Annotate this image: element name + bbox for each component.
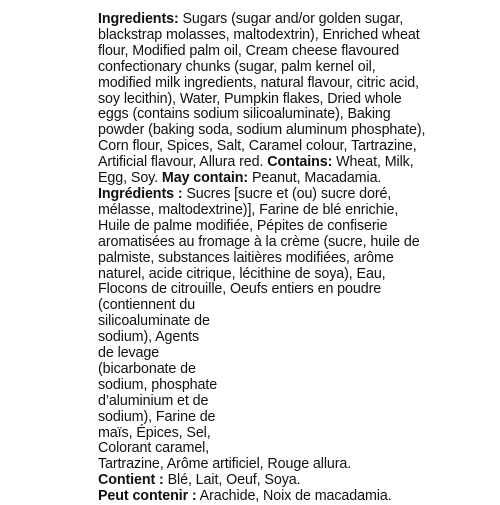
text-line: eggs (contains sodium silicoaluminate), Baking xyxy=(98,106,391,123)
text-segment: Peanut, Macadamia. xyxy=(248,170,382,187)
text-line: Flocons de citrouille, Oeufs entiers en poudre xyxy=(98,281,382,298)
ingredients-heading-fr: Ingrédients : xyxy=(98,185,183,202)
text-line: silicoaluminate de xyxy=(98,313,210,330)
text-line: confectionary chunks (sugar, palm kernel oil, xyxy=(98,58,376,75)
peut-contenir-heading: Peut contenir : xyxy=(98,488,197,505)
text-line: de levage xyxy=(98,345,160,362)
text-line: Tartrazine, Arôme artificiel, Rouge allura. xyxy=(98,456,352,473)
text-line: mélasse, maltodextrine)], Farine de blé enrichie, xyxy=(98,201,399,218)
text-line xyxy=(98,171,418,187)
text-segment: Blé, Lait, Oeuf, Soya. xyxy=(163,472,301,489)
french-ingredients xyxy=(98,187,418,505)
text-line xyxy=(98,473,418,489)
text-line: Corn flour, Spices, Salt, Caramel colour, Tartrazine, xyxy=(98,138,417,155)
text-segment: Arachide, Noix de macadamia. xyxy=(196,488,392,505)
text-line: naturel, acide citrique, lécithine de soya), Eau, xyxy=(98,265,386,282)
text-line: powder (baking soda, sodium aluminum phosphate), xyxy=(98,122,426,139)
text-line: flour, Modified palm oil, Cream cheese flavoured xyxy=(98,42,400,59)
text-line: sodium, phosphate xyxy=(98,376,218,393)
text-segment: Sucres [sucre et (ou) sucre doré, xyxy=(182,185,392,202)
text-line: d’aluminium et de xyxy=(98,392,209,409)
english-ingredients xyxy=(98,11,426,187)
text-line: Huile de palme modifiée, Pépites de confiserie xyxy=(98,217,388,234)
text-line: Colorant caramel, xyxy=(98,440,210,457)
may-contain-heading: May contain: xyxy=(161,170,249,187)
text-line xyxy=(98,155,418,171)
contient-heading: Contient : xyxy=(98,472,164,489)
text-line xyxy=(98,489,418,505)
text-segment: Egg, Soy. xyxy=(98,170,162,187)
text-line: (bicarbonate de xyxy=(98,360,196,377)
contains-heading: Contains: xyxy=(267,154,333,171)
text-line: palmiste, substances laitières modifiées, arôme xyxy=(98,249,394,266)
text-line xyxy=(98,187,418,203)
ingredients-heading: Ingredients: xyxy=(98,11,179,27)
text-line: modified milk ingredients, natural flavour, citric acid, xyxy=(98,74,419,91)
text-line: (contiennent du xyxy=(98,297,196,314)
text-line: blackstrap molasses, maltodextrin), Enriched wheat xyxy=(98,26,420,43)
text-segment: Wheat, Milk, xyxy=(332,154,414,171)
text-segment: Artificial flavour, Allura red. xyxy=(98,154,268,171)
text-line: maïs, Épices, Sel, xyxy=(98,424,211,441)
text-segment: Sugars (sugar and/or golden sugar, xyxy=(178,11,404,27)
text-line: sodium), Agents xyxy=(98,329,200,346)
text-line: sodium), Farine de xyxy=(98,408,216,425)
text-line: aromatisées au fromage à la crème (sucre, huile de xyxy=(98,233,420,250)
text-line xyxy=(98,12,418,28)
text-line: soy lecithin), Water, Pumpkin flakes, Dried whole xyxy=(98,90,402,107)
ingredients-label xyxy=(98,11,426,505)
